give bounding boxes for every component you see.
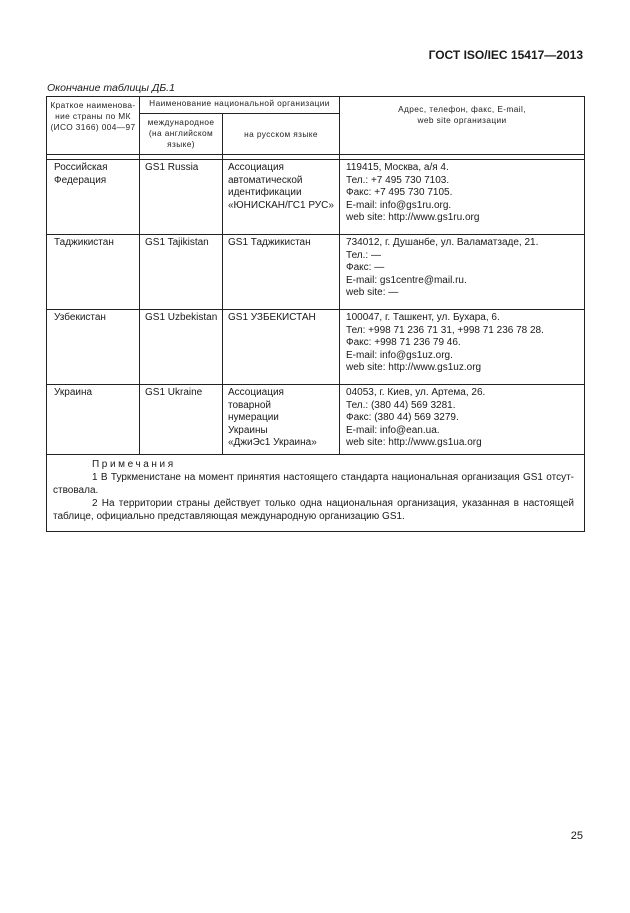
- country-cell: Таджикистан: [47, 235, 140, 310]
- ru-name-cell: Ассоциация автоматической идентификации «ЮНИСКАН/ГС1 РУС»: [223, 160, 340, 235]
- notes-row: [47, 455, 585, 532]
- ru-name-cell: Ассоциация товарной нумерации Украины «ДжиЭс1 Украина»: [223, 385, 340, 455]
- ru-name-cell: GS1 Таджикистан: [223, 235, 340, 310]
- header-country: Краткое наименова- ние страны по МК (ИСО 3166) 004—97: [47, 97, 140, 155]
- table-row: [47, 160, 585, 235]
- table-row: [47, 235, 585, 310]
- notes-cell: [47, 455, 585, 532]
- intl-name-cell: GS1 Ukraine: [140, 385, 223, 455]
- address-cell: 100047, г. Ташкент, ул. Бухара, 6. Тел: +998 71 236 71 31, +998 71 236 78 28. Факс: +998 71 236 79 46. E-mail: info@gs1uz.org. web site: http://www.gs1uz.org: [340, 310, 585, 385]
- address-cell: 119415, Москва, а/я 4. Тел.: +7 495 730 7103. Факс: +7 495 730 7105. E-mail: info@gs1ru.org. web site: http://www.gs1ru.org: [340, 160, 585, 235]
- ru-name-cell: GS1 УЗБЕКИСТАН: [223, 310, 340, 385]
- intl-name-cell: GS1 Tajikistan: [140, 235, 223, 310]
- intl-name-cell: GS1 Uzbekistan: [140, 310, 223, 385]
- page-number: 25: [570, 830, 583, 842]
- organizations-table: [46, 96, 585, 532]
- header-russian: на русском языке: [223, 113, 340, 154]
- country-cell: Узбекистан: [47, 310, 140, 385]
- table-row: [47, 385, 585, 455]
- country-cell: Российская Федерация: [47, 160, 140, 235]
- intl-name-cell: GS1 Russia: [140, 160, 223, 235]
- table-caption: Окончание таблицы ДБ.1: [47, 82, 175, 94]
- header-international: международное (на английском языке): [140, 113, 223, 154]
- header-organization: Наименование национальной организации: [140, 97, 340, 114]
- address-cell: 734012, г. Душанбе, ул. Валаматзаде, 21. Тел.: — Факс: — E-mail: gs1centre@mail.ru. web site: —: [340, 235, 585, 310]
- country-cell: Украина: [47, 385, 140, 455]
- address-cell: 04053, г. Киев, ул. Артема, 26. Тел.: (380 44) 569 3281. Факс: (380 44) 569 3279. E-mail: info@ean.ua. web site: http://www.gs1ua.org: [340, 385, 585, 455]
- notes-title: Примечания: [92, 459, 176, 470]
- note-item: 1 В Туркменистане на момент принятия настоящего стандарта национальная организация GS1 отсут-ствовала.: [53, 472, 575, 496]
- header-address: Адрес, телефон, факс, E-mail, web site организации: [340, 97, 585, 155]
- document-code: ГОСТ ISO/IEC 15417—2013: [428, 48, 583, 62]
- note-item: 2 На территории страны действует только одна национальная организация, указанная в настоящей таблице, официально представляющая международную организацию GS1.: [53, 498, 575, 522]
- table-row: [47, 310, 585, 385]
